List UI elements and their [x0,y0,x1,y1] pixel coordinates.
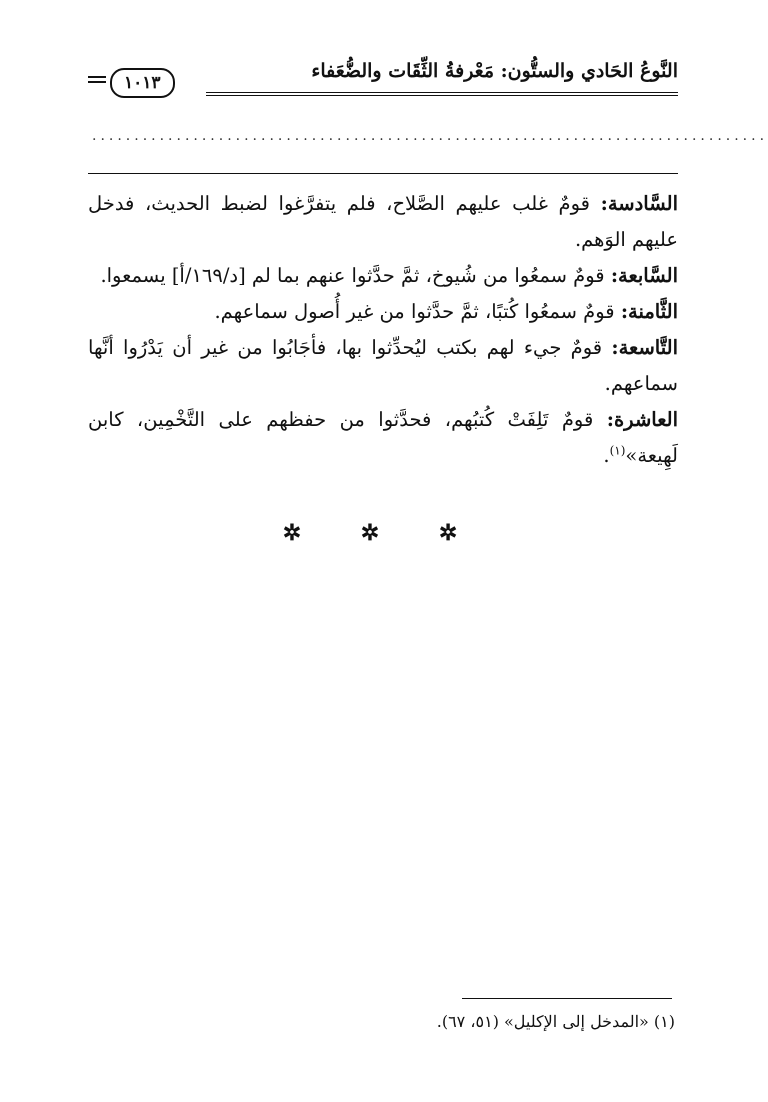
header-rule [206,92,678,93]
term-label: الثَّامنة: [620,300,678,323]
footnote-text: (١) «المدخل إلى الإكليل» (٥١، ٦٧). [436,1012,675,1031]
paragraph-seventh [88,258,678,294]
term-label: العاشرة: [606,408,678,431]
term-label: السَّابعة: [610,264,678,287]
paragraph-text: قومٌ تَلِفَتْ كُتبُهم، فحدَّثوا من حفظهم على التَّخْمِين، كابن لَهِيعة» [88,408,678,467]
paragraph-text: قومٌ سمعُوا من شُيوخ، ثمَّ حدَّثوا عنهم بما لم [د/١٦٩/أ] يسمعوا. [100,264,611,287]
paragraph-tail: . [603,444,610,467]
paragraph-sixth [88,186,678,258]
paragraph-tenth [88,402,678,474]
paragraph-eighth [88,294,678,330]
footnote-rule [462,998,672,999]
page-header [88,60,678,96]
paragraph-ninth [88,330,678,402]
paragraph-text: قومٌ غلب عليهم الصَّلاح، فلم يتفرَّغوا لضبط الحديث، فدخل عليهم الوَهم. [88,192,678,251]
header-rule-double [206,95,678,96]
page-number-badge: ١٠١٣ [110,68,175,98]
badge-dash-left [88,76,106,78]
chapter-title: النَّوعُ الحَادي والستُّون: مَعْرفةُ الثِّقَات والضُّعَفاء [311,60,678,82]
omission-dots: ................................................................................ [92,128,768,144]
term-label: التَّاسعة: [611,336,678,359]
term-label: السَّادسة: [600,192,678,215]
badge-dash-left-2 [88,81,106,83]
main-text [88,186,678,474]
paragraph-text: قومٌ سمعُوا كُتبًا، ثمَّ حدَّثوا من غير أُصول سماعهم. [214,300,621,323]
footnote-marker[interactable]: (١) [609,443,626,458]
section-separator [88,173,678,174]
section-end-ornament: ✲ ✲ ✲ [282,520,484,546]
paragraph-text: قومٌ جيء لهم بكتب ليُحدِّثوا بها، فأجَابُوا من غير أن يَدْرُوا أنَّها سماعهم. [88,336,678,395]
